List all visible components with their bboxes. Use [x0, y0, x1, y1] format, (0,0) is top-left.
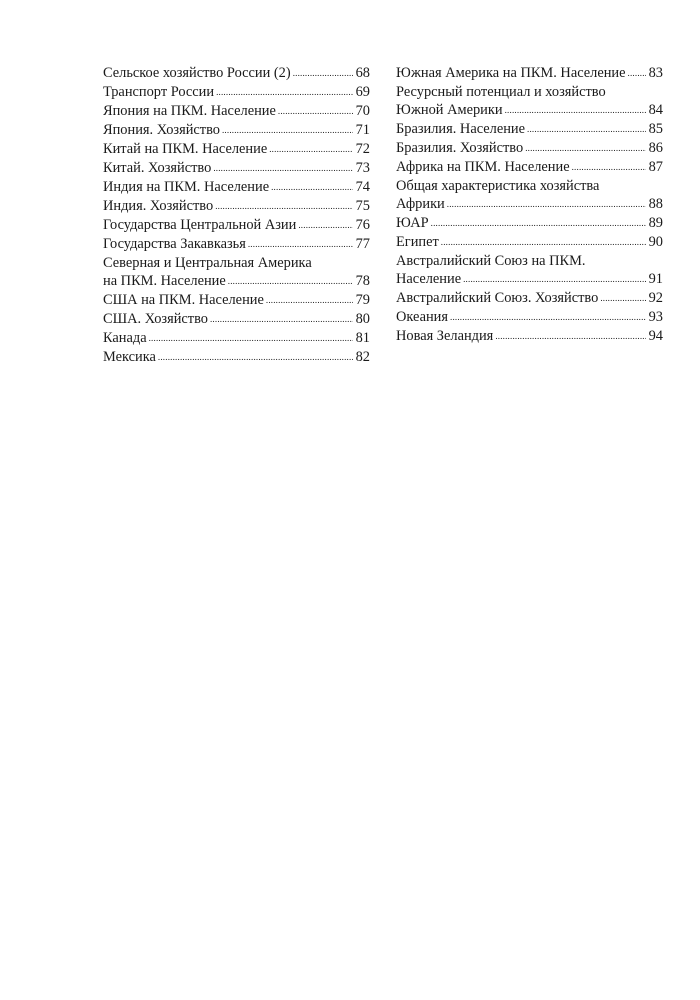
toc-entry-title-line1: Северная и Центральная Америка — [103, 255, 312, 271]
leader-dots — [213, 158, 352, 177]
toc-entry-title: Индия. Хозяйство — [103, 198, 214, 214]
toc-entry-title: на ПКМ. Население — [103, 273, 226, 289]
toc-entry-title-line1: Австралийский Союз на ПКМ. — [396, 253, 586, 269]
toc-entry-page: 88 — [648, 196, 663, 212]
toc-entry-page: 90 — [648, 234, 663, 250]
toc-entry-title: Япония на ПКМ. Население — [103, 103, 276, 119]
toc-entry[interactable] — [103, 329, 370, 348]
toc-entry[interactable] — [103, 102, 370, 121]
leader-dots — [228, 271, 353, 290]
toc-entry-page: 74 — [355, 179, 370, 195]
leader-dots — [441, 232, 646, 251]
toc-entry-title: Канада — [103, 330, 147, 346]
toc-entry-page: 82 — [355, 349, 370, 365]
toc-entry-title: Сельское хозяйство России (2) — [103, 65, 291, 81]
toc-entry-title-line1: Общая характеристика хозяйства — [396, 178, 600, 194]
toc-entry-page: 73 — [355, 160, 370, 176]
leader-dots — [600, 288, 645, 307]
leader-dots — [527, 119, 646, 138]
leader-dots — [298, 215, 352, 234]
toc-entry-page: 87 — [648, 159, 663, 175]
leader-dots — [450, 307, 646, 326]
toc-right-column — [396, 64, 663, 367]
leader-dots — [628, 63, 646, 82]
toc-entry-title: Япония. Хозяйство — [103, 122, 220, 138]
toc-entry-title: Новая Зеландия — [396, 328, 494, 344]
toc-entry-title: Индия на ПКМ. Население — [103, 179, 270, 195]
table-of-contents — [103, 64, 663, 367]
toc-entry[interactable] — [103, 83, 370, 102]
toc-entry-title: Китай. Хозяйство — [103, 160, 212, 176]
toc-entry-page: 78 — [355, 273, 370, 289]
toc-entry-page: 71 — [355, 122, 370, 138]
toc-entry-page: 84 — [648, 102, 663, 118]
toc-entry-title: Африка на ПКМ. Население — [396, 159, 570, 175]
leader-dots — [271, 177, 353, 196]
toc-entry[interactable] — [396, 64, 663, 83]
toc-entry-page: 68 — [355, 65, 370, 81]
toc-entry-page: 72 — [355, 141, 370, 157]
toc-entry-page: 69 — [355, 84, 370, 100]
toc-entry[interactable] — [396, 158, 663, 177]
toc-entry[interactable] — [396, 233, 663, 252]
leader-dots — [431, 213, 646, 232]
toc-entry-page: 85 — [648, 121, 663, 137]
toc-entry-title: Бразилия. Хозяйство — [396, 140, 524, 156]
leader-dots — [293, 63, 353, 82]
toc-entry[interactable] — [103, 140, 370, 159]
toc-entry[interactable] — [103, 178, 370, 197]
toc-entry[interactable] — [396, 308, 663, 327]
toc-entry-page: 94 — [648, 328, 663, 344]
toc-entry-title: Государства Закавказья — [103, 236, 246, 252]
toc-entry[interactable] — [103, 197, 370, 216]
leader-dots — [505, 100, 646, 119]
toc-entry-title: Государства Центральной Азии — [103, 217, 297, 233]
leader-dots — [572, 157, 646, 176]
toc-entry[interactable] — [396, 83, 663, 120]
toc-entry[interactable] — [103, 348, 370, 367]
toc-entry-title: Египет — [396, 234, 439, 250]
leader-dots — [495, 326, 645, 345]
leader-dots — [149, 328, 353, 347]
toc-entry-title: Население — [396, 271, 462, 287]
toc-entry[interactable] — [103, 291, 370, 310]
toc-entry-title: Бразилия. Население — [396, 121, 526, 137]
toc-entry-title: Океания — [396, 309, 448, 325]
leader-dots — [222, 120, 353, 139]
leader-dots — [525, 138, 645, 157]
leader-dots — [210, 309, 353, 328]
toc-entry[interactable] — [396, 120, 663, 139]
toc-entry-title: США на ПКМ. Население — [103, 292, 264, 308]
leader-dots — [278, 101, 353, 120]
leader-dots — [248, 234, 353, 253]
toc-entry-page: 79 — [355, 292, 370, 308]
toc-entry-title: Австралийский Союз. Хозяйство — [396, 290, 599, 306]
toc-entry[interactable] — [396, 289, 663, 308]
toc-entry-title: Южной Америки — [396, 102, 503, 118]
toc-entry-page: 76 — [355, 217, 370, 233]
toc-entry[interactable] — [103, 310, 370, 329]
toc-entry-page: 86 — [648, 140, 663, 156]
toc-entry[interactable] — [103, 216, 370, 235]
toc-entry-page: 81 — [355, 330, 370, 346]
toc-entry-title: Южная Америка на ПКМ. Население — [396, 65, 626, 81]
toc-entry-title-line1: Ресурсный потенциал и хозяйство — [396, 84, 606, 100]
leader-dots — [269, 139, 352, 158]
toc-entry[interactable] — [103, 121, 370, 140]
toc-entry[interactable] — [103, 254, 370, 291]
toc-entry-page: 70 — [355, 103, 370, 119]
toc-entry-page: 83 — [648, 65, 663, 81]
toc-entry-title: Китай на ПКМ. Население — [103, 141, 268, 157]
toc-entry[interactable] — [396, 252, 663, 289]
toc-entry-page: 93 — [648, 309, 663, 325]
toc-entry[interactable] — [103, 159, 370, 178]
toc-entry[interactable] — [396, 214, 663, 233]
toc-entry-page: 91 — [648, 271, 663, 287]
toc-entry-title: США. Хозяйство — [103, 311, 208, 327]
toc-entry[interactable] — [396, 139, 663, 158]
leader-dots — [447, 194, 646, 213]
toc-entry-page: 80 — [355, 311, 370, 327]
toc-entry[interactable] — [103, 64, 370, 83]
toc-entry[interactable] — [396, 177, 663, 214]
toc-entry-title: ЮАР — [396, 215, 429, 231]
leader-dots — [216, 82, 353, 101]
leader-dots — [158, 347, 353, 366]
toc-entry-title: Мексика — [103, 349, 156, 365]
toc-entry-page: 92 — [648, 290, 663, 306]
toc-entry[interactable] — [103, 235, 370, 254]
toc-entry-page: 75 — [355, 198, 370, 214]
toc-entry-page: 77 — [355, 236, 370, 252]
leader-dots — [215, 196, 352, 215]
toc-entry[interactable] — [396, 327, 663, 346]
toc-entry-title: Транспорт России — [103, 84, 215, 100]
toc-entry-title: Африки — [396, 196, 445, 212]
leader-dots — [463, 269, 646, 288]
leader-dots — [266, 290, 353, 309]
toc-left-column — [103, 64, 370, 367]
toc-entry-page: 89 — [648, 215, 663, 231]
